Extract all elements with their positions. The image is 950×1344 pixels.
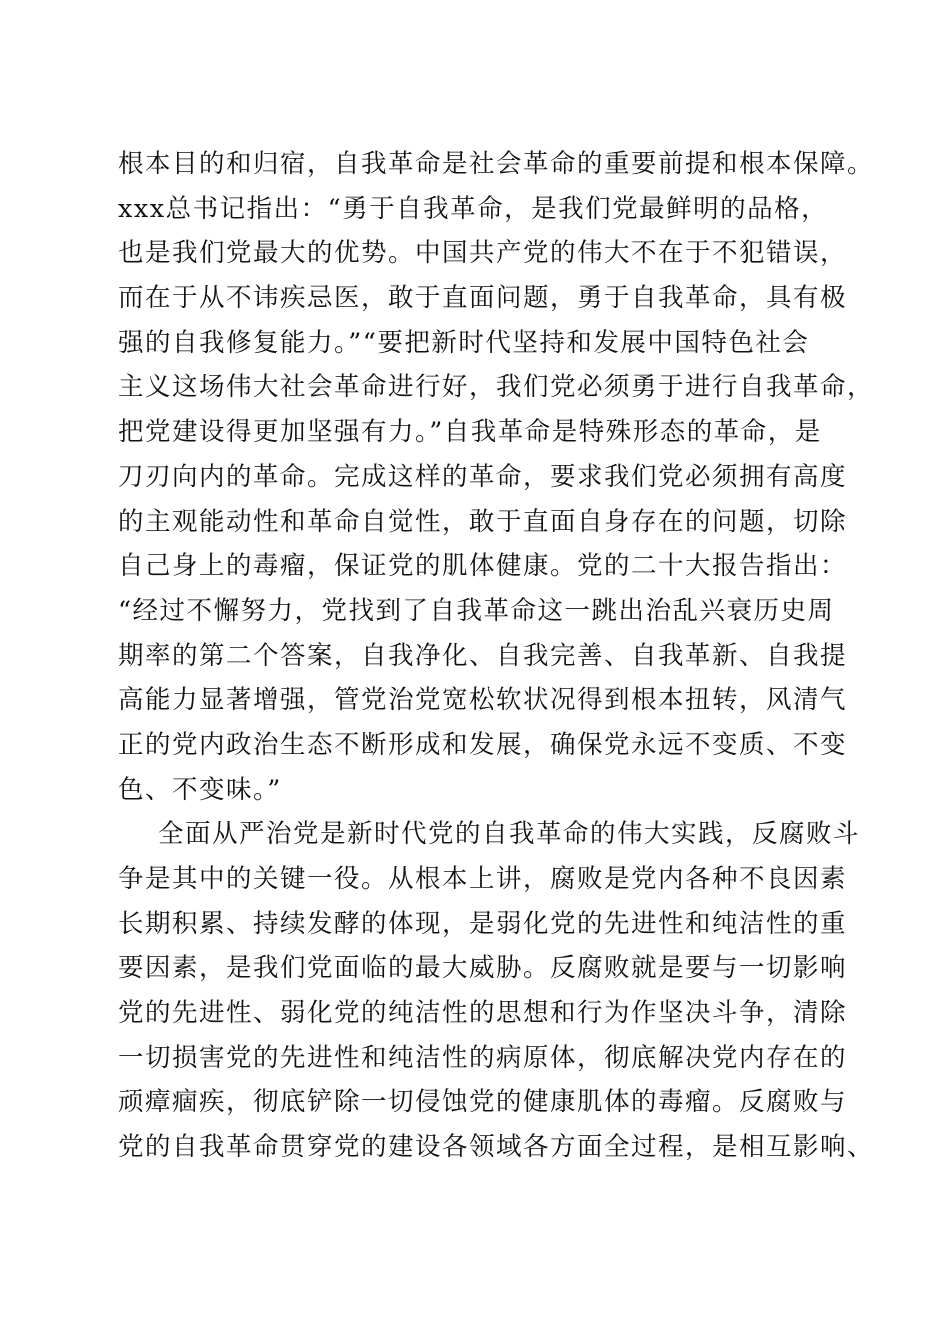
- text-line: 正的党内政治生态不断形成和发展，确保党永远不变质、不变: [118, 729, 848, 760]
- text-line: 强的自我修复能力。”“要把新时代坚持和发展中国特色社会: [118, 327, 810, 358]
- text-line: 顽瘴痼疾，彻底铲除一切侵蚀党的健康肌体的毒瘤。反腐败与: [118, 1087, 848, 1118]
- text-line: 自己身上的毒瘤，保证党的肌体健康。党的二十大报告指出：: [118, 551, 848, 582]
- text-line: 高能力显著增强，管党治党宽松软状况得到根本扭转，风清气: [118, 685, 848, 716]
- text-line: 刀刃向内的革命。完成这样的革命，要求我们党必须拥有高度: [118, 461, 848, 492]
- text-line: 也是我们党最大的优势。中国共产党的伟大不在于不犯错误，: [118, 238, 848, 269]
- text-line: 的主观能动性和革命自觉性，敢于直面自身存在的问题，切除: [118, 506, 848, 537]
- text-line: 党的先进性、弱化党的纯洁性的思想和行为作坚决斗争，清除: [118, 998, 848, 1029]
- paragraph-start-line: 全面从严治党是新时代党的自我革命的伟大实践，反腐败斗: [158, 819, 861, 850]
- text-line: “经过不懈努力，党找到了自我革命这一跳出治乱兴衰历史周: [118, 595, 835, 626]
- text-line: 主义这场伟大社会革命进行好，我们党必须勇于进行自我革命，: [118, 372, 875, 403]
- text-line: 一切损害党的先进性和纯洁性的病原体，彻底解决党内存在的: [118, 1042, 848, 1073]
- text-line: 要因素，是我们党面临的最大威胁。反腐败就是要与一切影响: [118, 953, 848, 984]
- text-line: 长期积累、持续发酵的体现，是弱化党的先进性和纯洁性的重: [118, 908, 848, 939]
- text-line: 而在于从不讳疾忌医，敢于直面问题，勇于自我革命，具有极: [118, 283, 848, 314]
- text-line: xxx总书记指出：“勇于自我革命，是我们党最鲜明的品格，: [118, 193, 829, 224]
- text-line: 期率的第二个答案，自我净化、自我完善、自我革新、自我提: [118, 640, 848, 671]
- text-line: 根本目的和归宿，自我革命是社会革命的重要前提和根本保障。: [118, 149, 875, 179]
- body-text: [118, 142, 875, 1170]
- text-line: 色、不变味。”: [118, 774, 282, 805]
- text-line: 党的自我革命贯穿党的建设各领域各方面全过程，是相互影响、: [118, 1132, 875, 1163]
- text-line: 争是其中的关键一役。从根本上讲，腐败是党内各种不良因素: [118, 864, 848, 894]
- text-line: 把党建设得更加坚强有力。”自我革命是特殊形态的革命，是: [118, 417, 822, 448]
